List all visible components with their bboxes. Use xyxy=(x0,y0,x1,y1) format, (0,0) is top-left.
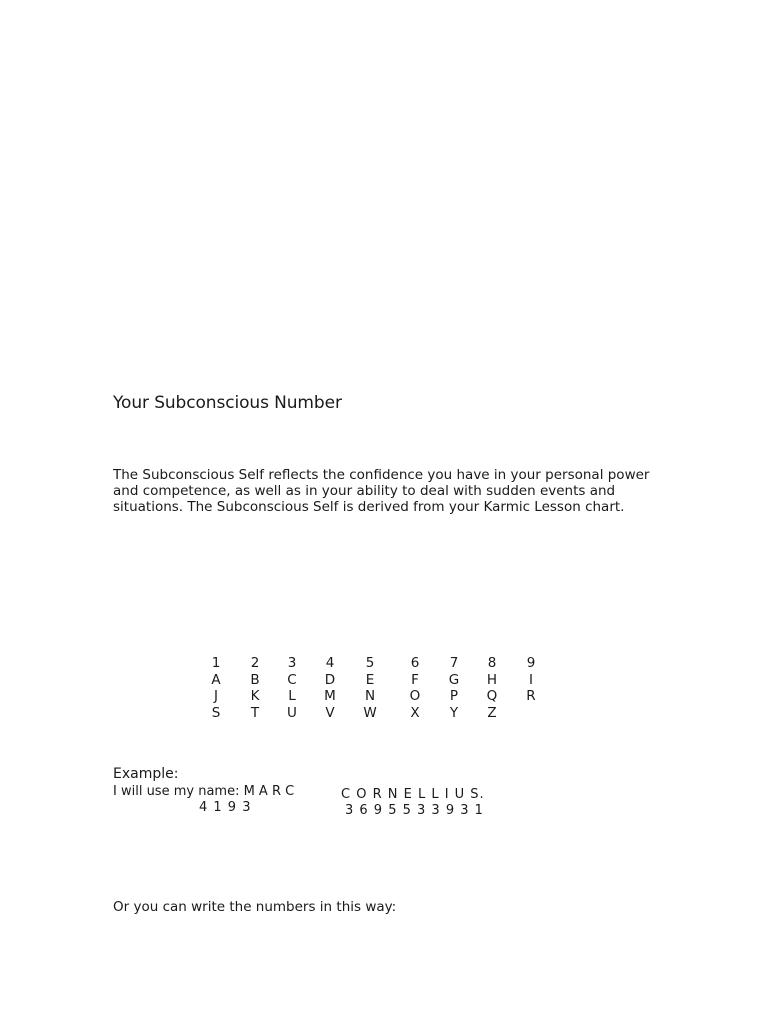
closing-line: Or you can write the numbers in this way: xyxy=(113,899,397,915)
chart-letter: J xyxy=(214,688,218,704)
chart-number: 8 xyxy=(487,655,497,671)
chart-letter: Y xyxy=(449,704,459,721)
chart-letter: N xyxy=(364,688,376,704)
chart-column-5 xyxy=(355,655,385,721)
chart-column-6 xyxy=(400,655,430,721)
chart-letter: K xyxy=(250,688,260,704)
chart-column-8 xyxy=(477,655,507,721)
chart-letter: W xyxy=(363,704,377,721)
intro-paragraph xyxy=(113,467,673,515)
last-name-numbers: 3 6 9 5 5 3 3 9 3 1 xyxy=(345,803,484,818)
chart-column-7 xyxy=(439,655,469,721)
chart-letter: C xyxy=(287,671,297,688)
paragraph-line: and competence, as well as in your ability to deal with sudden events and xyxy=(113,483,616,499)
chart-letter: P xyxy=(449,688,459,704)
chart-letter: Q xyxy=(486,688,498,704)
chart-column-4 xyxy=(315,655,345,721)
chart-letter: Z xyxy=(487,704,497,721)
chart-letter: O xyxy=(409,688,421,704)
chart-letter xyxy=(516,705,546,722)
last-name: C O R N E L L I U S. xyxy=(341,787,485,802)
chart-letter: U xyxy=(287,704,297,721)
chart-letter: F xyxy=(411,671,419,688)
chart-letter: T xyxy=(250,704,260,721)
chart-letter: D xyxy=(324,671,336,688)
letter-number-chart xyxy=(0,655,768,725)
chart-number: 5 xyxy=(365,655,375,671)
page-title: Your Subconscious Number xyxy=(113,393,342,413)
chart-number: 2 xyxy=(250,655,260,671)
chart-letter: X xyxy=(410,704,420,721)
chart-number: 9 xyxy=(526,655,536,671)
chart-letter: H xyxy=(486,671,498,688)
chart-letter: G xyxy=(448,671,460,688)
chart-letter: S xyxy=(211,704,221,721)
chart-letter: R xyxy=(526,688,536,704)
chart-letter: M xyxy=(324,688,336,704)
chart-letter: V xyxy=(325,704,335,721)
chart-number: 6 xyxy=(410,655,420,671)
chart-letter: B xyxy=(250,671,260,688)
chart-column-9 xyxy=(516,655,546,721)
paragraph-line: situations. The Subconscious Self is derived from your Karmic Lesson chart. xyxy=(113,499,625,515)
chart-number: 3 xyxy=(287,655,297,671)
chart-number: 7 xyxy=(449,655,459,671)
chart-letter: I xyxy=(529,671,533,688)
chart-column-2 xyxy=(240,655,270,721)
example-intro: I will use my name: M A R C xyxy=(113,784,295,799)
chart-column-3 xyxy=(277,655,307,721)
example-label: Example: xyxy=(113,766,179,782)
first-name-numbers: 4 1 9 3 xyxy=(199,800,252,815)
chart-letter: E xyxy=(365,671,375,688)
chart-number: 1 xyxy=(211,655,221,671)
chart-column-1 xyxy=(201,655,231,721)
chart-letter: L xyxy=(288,688,296,704)
chart-number: 4 xyxy=(325,655,335,671)
chart-letter: A xyxy=(211,671,221,688)
paragraph-line: The Subconscious Self reflects the confidence you have in your personal power xyxy=(113,467,650,483)
